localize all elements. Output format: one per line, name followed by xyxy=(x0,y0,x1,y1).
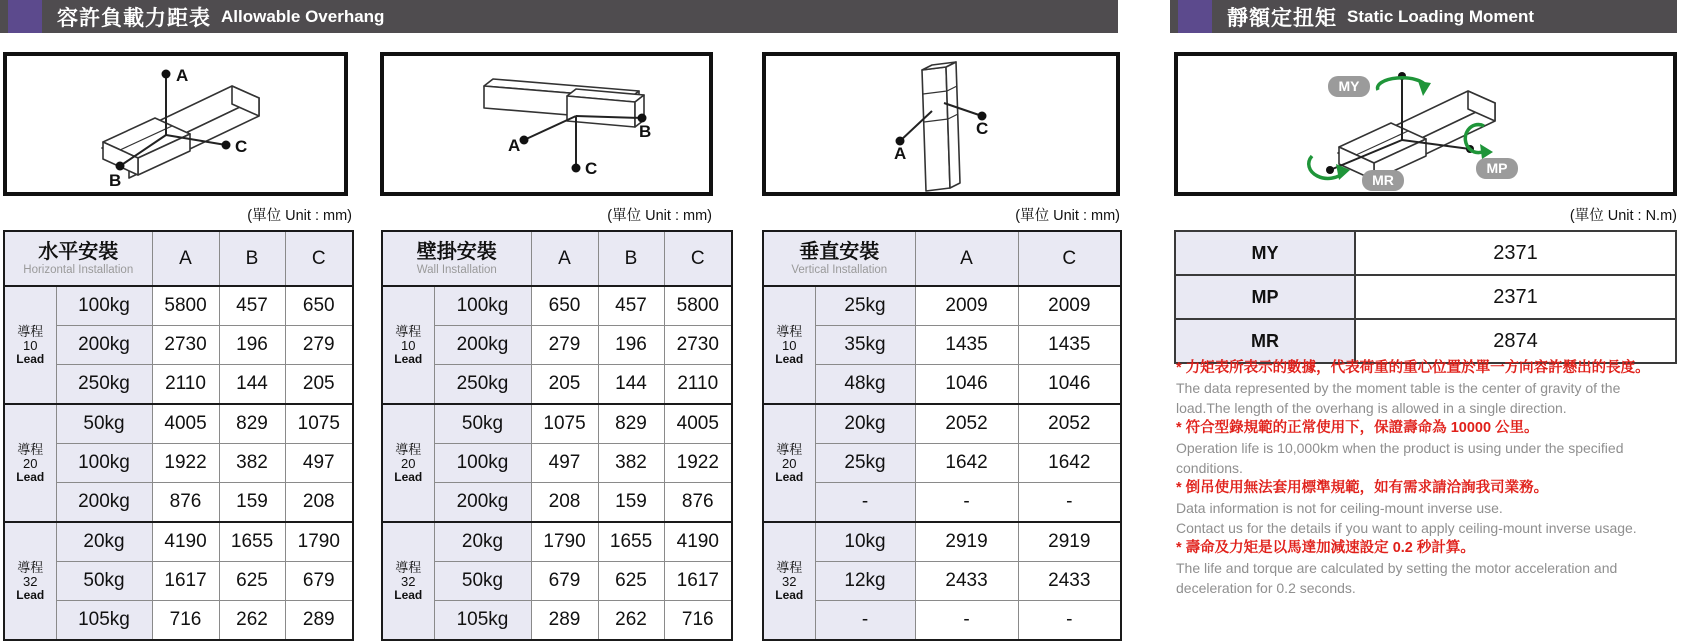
load-cell: 48kg xyxy=(815,365,915,405)
unit-label-mm: (單位 Unit : mm) xyxy=(1015,208,1120,224)
column-header-c: C xyxy=(1018,231,1121,286)
lead-zh: 導程 xyxy=(395,323,422,339)
table-row xyxy=(763,522,1121,562)
table-row xyxy=(4,601,353,641)
value-cell: 457 xyxy=(598,286,664,326)
table-row xyxy=(4,444,353,483)
table-row xyxy=(382,601,732,641)
value-cell: 650 xyxy=(285,286,353,326)
table-row xyxy=(763,404,1121,444)
load-cell: 10kg xyxy=(815,522,915,562)
value-cell: 208 xyxy=(285,483,353,523)
load-cell: 250kg xyxy=(434,365,531,405)
table-row xyxy=(763,601,1121,641)
value-cell: 2110 xyxy=(664,365,732,405)
table-header-row xyxy=(382,231,732,286)
value-cell: 205 xyxy=(531,365,598,405)
wall-installation-table xyxy=(381,230,733,641)
section-title-en: Static Loading Moment xyxy=(1347,6,1534,26)
value-cell: 2919 xyxy=(1018,522,1121,562)
value-cell: 4190 xyxy=(664,522,732,562)
value-cell: 876 xyxy=(664,483,732,523)
load-cell: 50kg xyxy=(434,404,531,444)
value-cell: 2009 xyxy=(1018,286,1121,326)
value-cell: 2730 xyxy=(664,326,732,365)
allowable-overhang-title-bar xyxy=(0,0,1118,33)
moment-row xyxy=(1175,231,1676,275)
lead-en: Lead xyxy=(394,469,423,484)
table-row xyxy=(4,286,353,326)
moment-label: MY xyxy=(1175,231,1355,275)
value-cell: 497 xyxy=(531,444,598,483)
table-header-row xyxy=(763,231,1121,286)
lead-num: 10 xyxy=(401,337,416,353)
value-cell: - xyxy=(915,483,1018,523)
note-en: Data information is not for ceiling-mount inverse use. xyxy=(1176,500,1503,516)
lead-en: Lead xyxy=(775,587,804,602)
value-cell: 2052 xyxy=(1018,404,1121,444)
load-cell: 105kg xyxy=(434,601,531,641)
value-cell: 2433 xyxy=(1018,562,1121,601)
value-cell: 2433 xyxy=(915,562,1018,601)
load-cell: 200kg xyxy=(56,483,152,523)
moment-row xyxy=(1175,275,1676,319)
value-cell: 262 xyxy=(219,601,285,641)
load-cell: 25kg xyxy=(815,286,915,326)
value-cell: 679 xyxy=(285,562,353,601)
static-loading-moment-title-bar xyxy=(1170,0,1677,33)
lead-en: Lead xyxy=(775,469,804,484)
table-row xyxy=(4,483,353,523)
table-row xyxy=(763,444,1121,483)
value-cell: 1617 xyxy=(152,562,219,601)
table-title-en: Horizontal Installation xyxy=(23,263,134,276)
column-header-c: C xyxy=(664,231,732,286)
value-cell: 2052 xyxy=(915,404,1018,444)
table-row xyxy=(4,365,353,405)
lead-zh: 導程 xyxy=(776,441,803,457)
value-cell: 4005 xyxy=(152,404,219,444)
table-row xyxy=(4,562,353,601)
value-cell: 1046 xyxy=(1018,365,1121,405)
load-cell: 100kg xyxy=(434,286,531,326)
value-cell: 144 xyxy=(598,365,664,405)
lead-group-cell xyxy=(4,404,56,522)
value-cell: 205 xyxy=(285,365,353,405)
table-title-cell xyxy=(763,231,915,286)
load-cell: 100kg xyxy=(56,286,152,326)
value-cell: 625 xyxy=(598,562,664,601)
table-row xyxy=(382,404,732,444)
my-badge xyxy=(1328,76,1370,97)
lead-en: Lead xyxy=(16,351,45,366)
column-header-a: A xyxy=(152,231,219,286)
mp-badge-label: MP xyxy=(1486,160,1508,176)
axis-label-b: B xyxy=(109,171,122,190)
purple-accent-square xyxy=(1178,0,1212,33)
value-cell: 1642 xyxy=(915,444,1018,483)
load-cell: 105kg xyxy=(56,601,152,641)
lead-zh: 導程 xyxy=(17,441,44,457)
value-cell: 1617 xyxy=(664,562,732,601)
axis-label-c: C xyxy=(235,137,248,156)
lead-en: Lead xyxy=(394,587,423,602)
value-cell: 1046 xyxy=(915,365,1018,405)
section-title-en: Allowable Overhang xyxy=(221,6,385,26)
vertical-actuator-isometric-drawing xyxy=(766,56,1116,192)
table-row xyxy=(763,562,1121,601)
mp-badge xyxy=(1476,158,1518,179)
load-cell: 20kg xyxy=(434,522,531,562)
table-title-en: Vertical Installation xyxy=(791,263,888,276)
column-header-c: C xyxy=(285,231,353,286)
table-row xyxy=(763,286,1121,326)
value-cell: 196 xyxy=(219,326,285,365)
static-moment-diagram xyxy=(1174,52,1677,196)
value-cell: 289 xyxy=(285,601,353,641)
axis-label-c: C xyxy=(976,119,989,138)
load-cell: 200kg xyxy=(56,326,152,365)
value-cell: 1790 xyxy=(531,522,598,562)
value-cell: 208 xyxy=(531,483,598,523)
mr-badge xyxy=(1362,170,1404,191)
table-row xyxy=(4,522,353,562)
moment-value: 2371 xyxy=(1355,275,1676,319)
value-cell: 4190 xyxy=(152,522,219,562)
lead-num: 32 xyxy=(401,573,416,589)
my-badge-label: MY xyxy=(1338,78,1360,94)
table-title-en: Wall Installation xyxy=(416,263,497,276)
note-en: The data represented by the moment table is the center of gravity of the load.The length of the overhang is allowed in a single direction. xyxy=(1176,380,1621,416)
purple-accent-square xyxy=(8,0,42,33)
value-cell: - xyxy=(1018,483,1121,523)
column-header-b: B xyxy=(219,231,285,286)
lead-num: 20 xyxy=(23,455,38,471)
lead-group-cell xyxy=(382,404,434,522)
lead-zh: 導程 xyxy=(395,559,422,575)
value-cell: 159 xyxy=(598,483,664,523)
note-zh: * 倒吊使用無法套用標準規範，如有需求請洽詢我司業務。 xyxy=(1176,480,1549,496)
value-cell: 289 xyxy=(531,601,598,641)
value-cell: 1922 xyxy=(152,444,219,483)
value-cell: 262 xyxy=(598,601,664,641)
value-cell: 716 xyxy=(152,601,219,641)
table-row xyxy=(382,286,732,326)
lead-num: 20 xyxy=(782,455,797,471)
unit-label-mm: (單位 Unit : mm) xyxy=(247,208,352,224)
note-zh: * 力矩表所表示的數據，代表荷重的重心位置於單一方向容許懸出的長度。 xyxy=(1176,360,1650,376)
value-cell: 159 xyxy=(219,483,285,523)
table-row xyxy=(382,522,732,562)
lead-zh: 導程 xyxy=(17,323,44,339)
value-cell: - xyxy=(915,601,1018,641)
section-title-zh: 容許負載力距表 xyxy=(57,6,211,30)
mr-badge-label: MR xyxy=(1372,172,1394,188)
value-cell: 1790 xyxy=(285,522,353,562)
load-cell: 200kg xyxy=(434,483,531,523)
lead-en: Lead xyxy=(394,351,423,366)
value-cell: 1075 xyxy=(285,404,353,444)
value-cell: 1435 xyxy=(1018,326,1121,365)
lead-group-cell xyxy=(763,522,815,640)
value-cell: 1922 xyxy=(664,444,732,483)
moment-label: MR xyxy=(1175,319,1355,363)
load-cell: 20kg xyxy=(56,522,152,562)
table-title-cell xyxy=(382,231,531,286)
moment-label: MP xyxy=(1175,275,1355,319)
load-cell: 50kg xyxy=(56,562,152,601)
lead-group-cell xyxy=(382,522,434,640)
load-cell: 35kg xyxy=(815,326,915,365)
lead-num: 10 xyxy=(782,337,797,353)
value-cell: 1655 xyxy=(219,522,285,562)
value-cell: 196 xyxy=(598,326,664,365)
lead-zh: 導程 xyxy=(776,323,803,339)
vertical-installation-diagram xyxy=(762,52,1120,196)
load-cell: 200kg xyxy=(434,326,531,365)
table-row xyxy=(4,326,353,365)
axis-label-a: A xyxy=(508,136,521,155)
lead-group-cell xyxy=(382,286,434,404)
value-cell: 2009 xyxy=(915,286,1018,326)
axis-label-b: B xyxy=(639,122,652,141)
value-cell: - xyxy=(1018,601,1121,641)
table-row xyxy=(763,365,1121,405)
table-title-zh: 水平安裝 xyxy=(38,240,119,263)
value-cell: 1075 xyxy=(531,404,598,444)
table-row xyxy=(382,365,732,405)
value-cell: 829 xyxy=(219,404,285,444)
note-zh: * 符合型錄規範的正常使用下，保證壽命為 10000 公里。 xyxy=(1176,420,1539,436)
axis-label-a: A xyxy=(176,66,189,85)
value-cell: 716 xyxy=(664,601,732,641)
lead-group-cell xyxy=(4,286,56,404)
column-header-b: B xyxy=(598,231,664,286)
table-row xyxy=(4,404,353,444)
load-cell: 100kg xyxy=(434,444,531,483)
lead-zh: 導程 xyxy=(17,559,44,575)
value-cell: 457 xyxy=(219,286,285,326)
load-cell: 25kg xyxy=(815,444,915,483)
value-cell: 1655 xyxy=(598,522,664,562)
table-row xyxy=(763,483,1121,523)
note-zh: * 壽命及力矩是以馬達加減速設定 0.2 秒計算。 xyxy=(1176,540,1475,556)
horizontal-installation-table xyxy=(3,230,354,641)
lead-group-cell xyxy=(763,404,815,522)
note-en: The life and torque are calculated by setting the motor acceleration and deceleration for 0.2 seconds. xyxy=(1176,560,1618,596)
moment-row xyxy=(1175,319,1676,363)
load-cell: 12kg xyxy=(815,562,915,601)
lead-zh: 導程 xyxy=(776,559,803,575)
load-cell: 50kg xyxy=(434,562,531,601)
section-title-zh: 靜額定扭矩 xyxy=(1227,6,1337,30)
table-title-zh: 垂直安裝 xyxy=(799,240,880,263)
column-header-a: A xyxy=(915,231,1018,286)
load-cell: 50kg xyxy=(56,404,152,444)
note-en: Contact us for the details if you want to apply ceiling-mount inverse usage. xyxy=(1176,520,1637,536)
vertical-installation-table xyxy=(762,230,1122,641)
value-cell: 2110 xyxy=(152,365,219,405)
value-cell: 2919 xyxy=(915,522,1018,562)
value-cell: 679 xyxy=(531,562,598,601)
axis-label-c: C xyxy=(585,159,598,178)
table-row xyxy=(382,444,732,483)
value-cell: 1642 xyxy=(1018,444,1121,483)
load-cell: 100kg xyxy=(56,444,152,483)
lead-en: Lead xyxy=(16,469,45,484)
moment-value: 2371 xyxy=(1355,231,1676,275)
value-cell: 382 xyxy=(219,444,285,483)
value-cell: 650 xyxy=(531,286,598,326)
load-cell: - xyxy=(815,483,915,523)
footnotes xyxy=(1176,358,1677,598)
wall-actuator-isometric-drawing xyxy=(384,56,709,192)
value-cell: 2730 xyxy=(152,326,219,365)
table-row xyxy=(382,562,732,601)
lead-num: 32 xyxy=(782,573,797,589)
lead-num: 10 xyxy=(23,337,38,353)
column-header-a: A xyxy=(531,231,598,286)
lead-en: Lead xyxy=(775,351,804,366)
lead-group-cell xyxy=(763,286,815,404)
value-cell: 497 xyxy=(285,444,353,483)
value-cell: 5800 xyxy=(664,286,732,326)
unit-label-mm: (單位 Unit : mm) xyxy=(607,208,712,224)
value-cell: 1435 xyxy=(915,326,1018,365)
value-cell: 144 xyxy=(219,365,285,405)
unit-label-nm: (單位 Unit : N.m) xyxy=(1569,208,1677,224)
load-cell: - xyxy=(815,601,915,641)
lead-en: Lead xyxy=(16,587,45,602)
value-cell: 829 xyxy=(598,404,664,444)
table-row xyxy=(763,326,1121,365)
axis-label-a: A xyxy=(894,144,907,163)
wall-installation-diagram xyxy=(380,52,713,196)
note-en: Operation life is 10,000km when the product is using under the specified conditions. xyxy=(1176,440,1624,476)
horizontal-installation-diagram xyxy=(3,52,348,196)
lead-num: 32 xyxy=(23,573,38,589)
value-cell: 279 xyxy=(531,326,598,365)
table-title-zh: 壁掛安裝 xyxy=(416,240,497,263)
value-cell: 4005 xyxy=(664,404,732,444)
value-cell: 5800 xyxy=(152,286,219,326)
horizontal-actuator-isometric-drawing xyxy=(7,56,344,192)
load-cell: 250kg xyxy=(56,365,152,405)
lead-num: 20 xyxy=(401,455,416,471)
value-cell: 279 xyxy=(285,326,353,365)
lead-zh: 導程 xyxy=(395,441,422,457)
value-cell: 625 xyxy=(219,562,285,601)
moment-value: 2874 xyxy=(1355,319,1676,363)
load-cell: 20kg xyxy=(815,404,915,444)
value-cell: 876 xyxy=(152,483,219,523)
table-row xyxy=(382,326,732,365)
table-row xyxy=(382,483,732,523)
static-moment-table xyxy=(1174,230,1677,364)
moment-axes-isometric-drawing xyxy=(1178,56,1673,192)
lead-group-cell xyxy=(4,522,56,640)
value-cell: 382 xyxy=(598,444,664,483)
table-header-row xyxy=(4,231,353,286)
table-title-cell xyxy=(4,231,152,286)
